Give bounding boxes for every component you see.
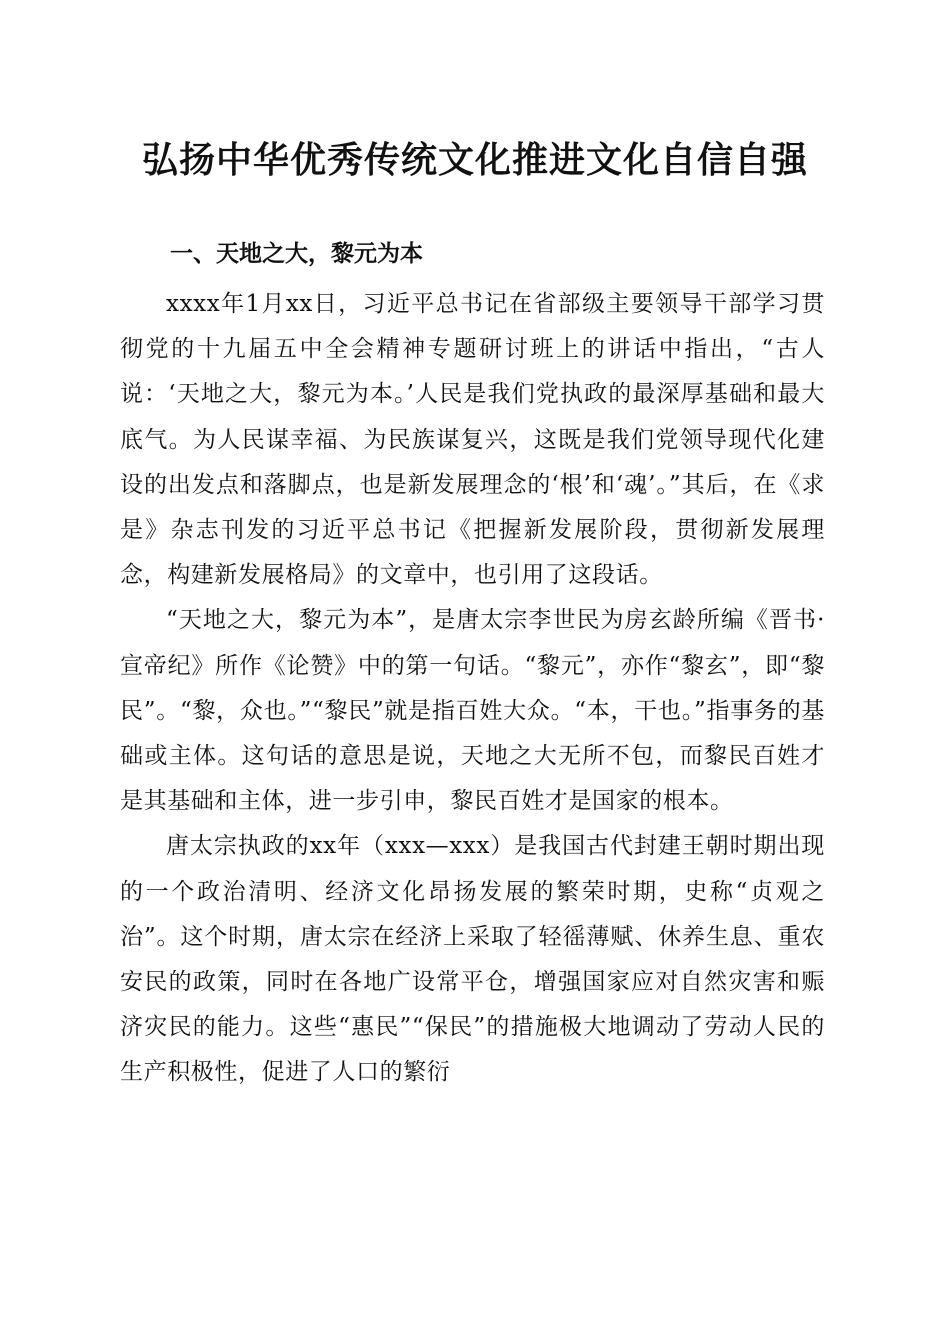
- section-body: [120, 282, 825, 1096]
- paragraph: xxxx年1月xx日，习近平总书记在省部级主要领导干部学习贯彻党的十九届五中全会精神专题研讨班上的讲话中指出，“古人说：‘天地之大，黎元为本。’人民是我们党执政的最深厚基础和最大底气。为人民谋幸福、为民族谋复兴，这既是我们党领导现代化建设的出发点和落脚点，也是新发展理念的‘根’和‘魂’。”其后，在《求是》杂志刊发的习近平总书记《把握新发展阶段，贯彻新发展理念，构建新发展格局》的文章中，也引用了这段话。: [120, 291, 825, 589]
- paragraph: “天地之大，黎元为本”，是唐太宗李世民为房玄龄所编《晋书·宣帝纪》所作《论赞》中的第一句话。“黎元”，亦作“黎玄”，即“黎民”。“黎，众也。”“黎民”就是指百姓大众。“本，干也。”指事务的基础或主体。这句话的意思是说，天地之大无所不包，而黎民百姓才是其基础和主体，进一步引申，黎民百姓才是国家的根本。: [120, 607, 825, 815]
- section-heading: 一、天地之大，黎元为本: [170, 241, 423, 267]
- document-title: 弘扬中华优秀传统文化推进文化自信自强: [141, 139, 808, 181]
- paragraph: 唐太宗执政的xx年（xxx—xxx）是我国古代封建王朝时期出现的一个政治清明、经济文化昂扬发展的繁荣时期，史称“贞观之治”。这个时期，唐太宗在经济上采取了轻徭薄赋、休养生息、重农安民的政策，同时在各地广设常平仓，增强国家应对自然灾害和赈济灾民的能力。这些“惠民”“保民”的措施极大地调动了劳动人民的生产积极性，促进了人口的繁衍: [120, 833, 825, 1086]
